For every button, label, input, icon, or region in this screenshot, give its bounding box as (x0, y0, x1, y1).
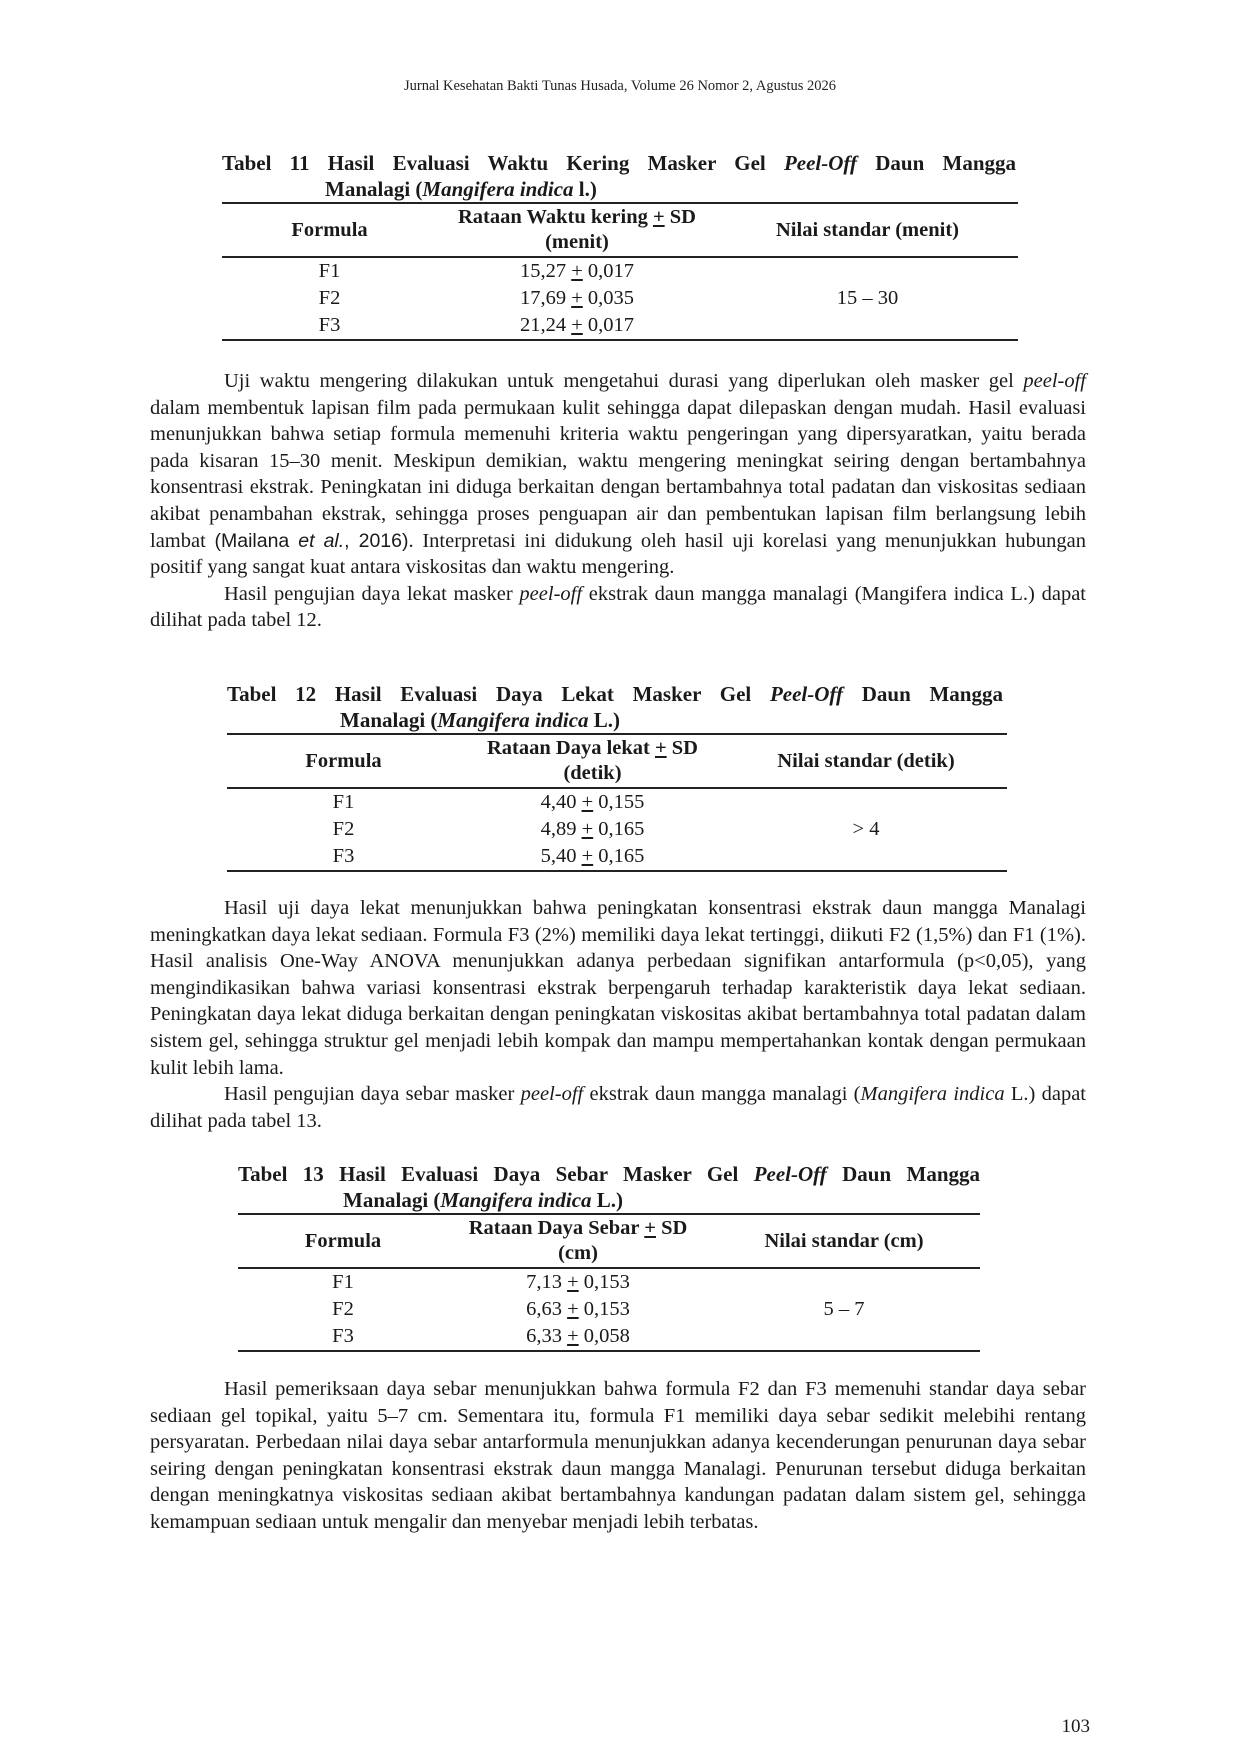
table-row (238, 1268, 980, 1296)
page-number: 103 (1061, 1716, 1090, 1737)
cell-formula: F2 (318, 287, 341, 309)
header-mean: Rataan Waktu kering + SD (menit) (457, 206, 696, 253)
header-standard: Nilai standar (cm) (764, 1229, 924, 1252)
header-formula: Formula (305, 749, 382, 772)
table-row (222, 257, 1018, 285)
table-12 (227, 681, 1007, 872)
cell-formula: F1 (332, 791, 355, 813)
cell-formula: F3 (332, 1325, 354, 1347)
table-header-row (222, 203, 1018, 257)
table-header-row (238, 1214, 980, 1268)
table-12-caption: Tabel 12 Hasil Evaluasi Daya Lekat Masker Gel Peel-Off Daun Mangga Manalagi (Mangifera indica L.) (227, 682, 1003, 732)
table-13-grid (238, 1213, 980, 1352)
cell-standard: 15 – 30 (836, 287, 899, 309)
cell-formula: F2 (332, 1298, 354, 1320)
cell-mean: 21,24 + 0,017 (519, 314, 635, 336)
paragraph-drying-time: Uji waktu mengering dilakukan untuk mengetahui durasi yang diperlukan oleh masker gel peel-off dalam membentuk lapisan film pada permukaan kulit sehingga dapat dilepaskan dengan mudah. Hasil evaluasi menunjukkan bahwa setiap formula memenuhi kriteria waktu pengeringan yang dipersyaratkan, yaitu berada pada kisaran 15–30 menit. Meskipun demikian, waktu mengering meningkat seiring dengan bertambahnya konsentrasi ekstrak. Peningkatan ini diduga berkaitan dengan bertambahnya total padatan dan viskositas sediaan akibat penambahan ekstrak, sehingga proses penguapan air dan pembentukan lapisan film berlangsung lebih lambat (Mailana et al., 2016). Interpretasi ini didukung oleh hasil uji korelasi yang menunjukkan hubungan positif yang sangat kuat antara viskositas dan waktu mengering. Hasil pengujian daya lekat masker peel-off ekstrak daun mangga manalagi (Mangifera indica L.) dapat dilihat pada tabel 12. (150, 370, 1087, 632)
cell-formula: F1 (332, 1271, 354, 1293)
header-standard: Nilai standar (detik) (777, 749, 955, 772)
table-13-caption: Tabel 13 Hasil Evaluasi Daya Sebar Masker Gel Peel-Off Daun Mangga Manalagi (Mangifera indica L.) (238, 1162, 981, 1212)
table-11 (222, 150, 1018, 341)
cell-formula: F3 (318, 314, 341, 336)
table-header-row (227, 734, 1007, 788)
cell-mean: 7,13 + 0,153 (526, 1271, 630, 1293)
header-mean: Rataan Daya lekat + SD (detik) (486, 737, 698, 784)
table-13 (238, 1161, 980, 1352)
header-formula: Formula (291, 218, 368, 241)
cell-formula: F3 (332, 845, 355, 867)
table-11-caption: Tabel 11 Hasil Evaluasi Waktu Kering Masker Gel Peel-Off Daun Mangga Manalagi (Mangifera indica l.) (222, 151, 1016, 201)
running-head: Jurnal Kesehatan Bakti Tunas Husada, Volume 26 Nomor 2, Agustus 2026 (403, 78, 837, 94)
cell-mean: 4,40 + 0,155 (540, 791, 645, 813)
table-12-grid (227, 733, 1007, 872)
paragraph-adhesion: Hasil uji daya lekat menunjukkan bahwa peningkatan konsentrasi ekstrak daun mangga Manalagi meningkatkan daya lekat sediaan. Formula F3 (2%) memiliki daya lekat tertinggi, diikuti F2 (1,5%) dan F1 (1%). Hasil analisis One-Way ANOVA menunjukkan adanya perbedaan signifikan antarformula (p<0,05), yang mengindikasikan bahwa variasi konsentrasi ekstrak berpengaruh terhadap karakteristik daya lekat sediaan. Peningkatan daya lekat diduga berkaitan dengan peningkatan viskositas akibat bertambahnya total padatan dalam sistem gel, sehingga struktur gel menjadi lebih kompak dan mampu mempertahankan kontak dengan permukaan kulit lebih lama. Hasil pengujian daya sebar masker peel-off ekstrak daun mangga manalagi (Mangifera indica L.) dapat dilihat pada tabel 13. (150, 897, 1086, 1132)
cell-mean: 6,33 + 0,058 (526, 1325, 630, 1347)
cell-mean: 6,63 + 0,153 (526, 1298, 630, 1320)
table-row (227, 788, 1007, 816)
cell-formula: F2 (332, 818, 355, 840)
cell-formula: F1 (318, 260, 341, 282)
cell-standard: > 4 (852, 818, 880, 840)
cell-standard: 5 – 7 (823, 1298, 865, 1320)
header-standard: Nilai standar (menit) (776, 218, 959, 241)
table-11-grid (222, 202, 1018, 341)
cell-mean: 17,69 + 0,035 (519, 287, 635, 309)
cell-mean: 4,89 + 0,165 (540, 818, 645, 840)
cell-mean: 5,40 + 0,165 (540, 845, 645, 867)
header-formula: Formula (304, 1229, 382, 1252)
header-mean: Rataan Daya Sebar + SD (cm) (468, 1217, 688, 1264)
paragraph-spreadability: Hasil pemeriksaan daya sebar menunjukkan bahwa formula F2 dan F3 memenuhi standar daya sebar sediaan gel topikal, yaitu 5–7 cm. Sementara itu, formula F1 memiliki daya sebar sedikit melebihi rentang persyaratan. Perbedaan nilai daya sebar antarformula menunjukkan adanya kecenderungan penurunan daya sebar seiring dengan peningkatan konsentrasi ekstrak daun mangga Manalagi. Penurunan tersebut diduga berkaitan dengan meningkatnya viskositas sediaan akibat bertambahnya kandungan padatan dalam sistem gel, sehingga kemampuan sediaan untuk mengalir dan menyebar menjadi lebih terbatas. (150, 1378, 1086, 1533)
cell-mean: 15,27 + 0,017 (519, 260, 635, 282)
